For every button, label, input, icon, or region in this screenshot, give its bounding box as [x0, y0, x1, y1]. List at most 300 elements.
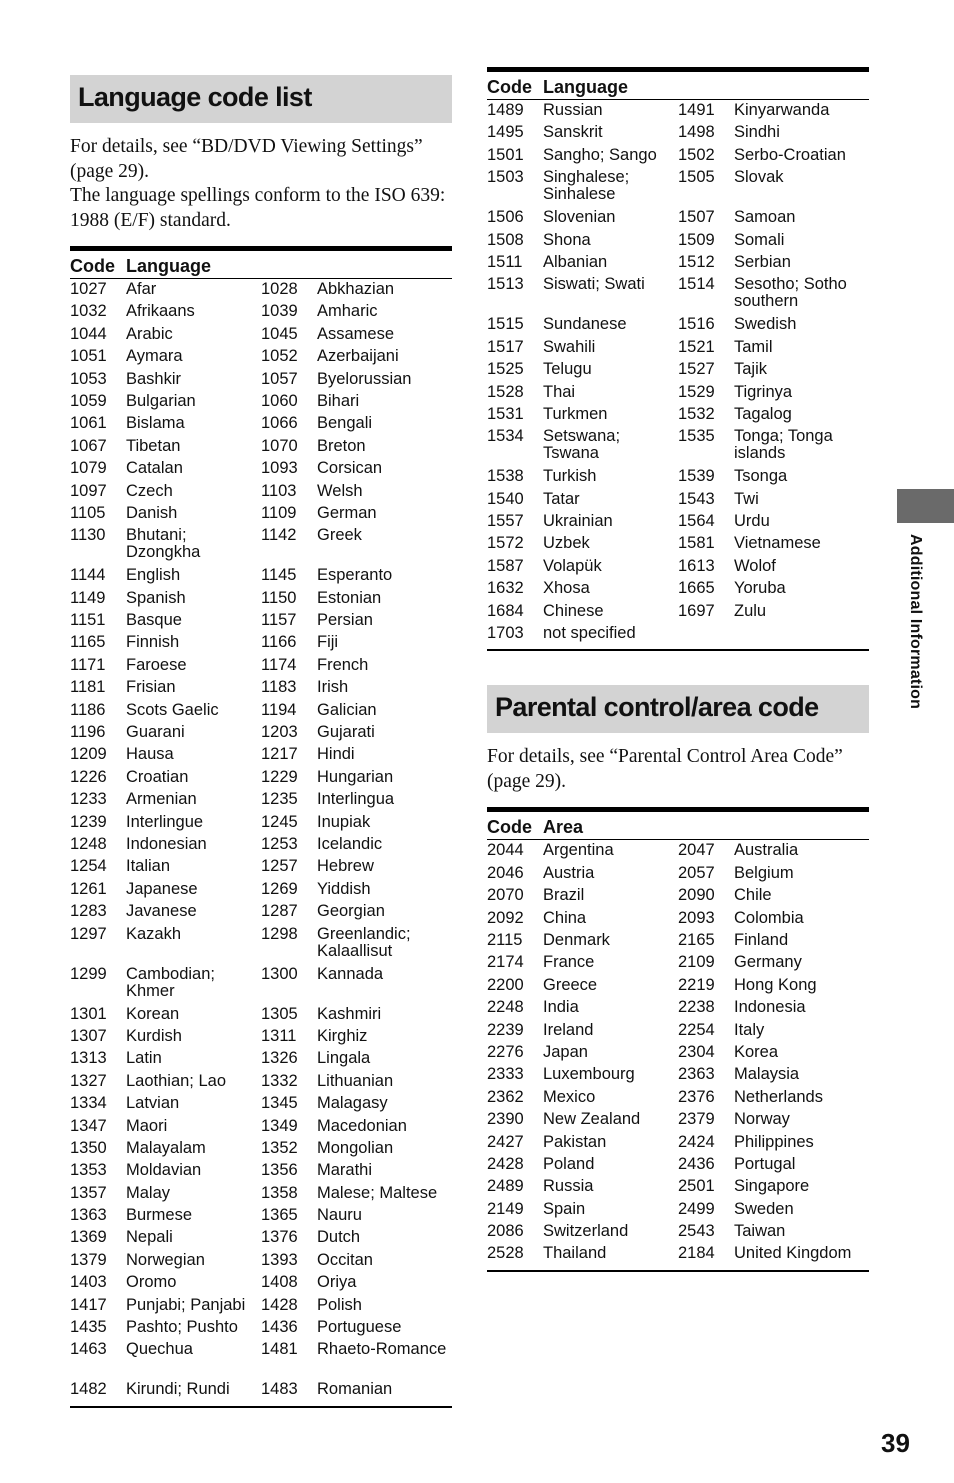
- name-cell: Lingala: [317, 1049, 371, 1068]
- name-cell: Abkhazian: [317, 280, 395, 298]
- name-cell: Sangho; Sango: [543, 145, 657, 164]
- name-cell: French: [317, 655, 369, 674]
- language-intro: [70, 135, 452, 233]
- table-row: [487, 603, 869, 625]
- table-row: [487, 209, 869, 231]
- table-row: [487, 428, 869, 468]
- code-cell: 1039: [261, 302, 298, 321]
- name-cell: Hausa: [126, 745, 174, 764]
- name-cell: Armenian: [126, 790, 197, 809]
- table-row: [70, 769, 452, 791]
- code-cell: 1529: [678, 382, 715, 401]
- name-cell: China: [543, 908, 587, 927]
- name-cell: Tamil: [734, 337, 773, 356]
- code-cell: 1353: [70, 1161, 107, 1180]
- code-cell: 1509: [678, 230, 715, 249]
- language-code-table-left: [70, 246, 452, 1408]
- area-code-table: [487, 807, 869, 1271]
- name-cell: Taiwan: [734, 1222, 786, 1241]
- name-cell: Hong Kong: [734, 975, 817, 994]
- name-cell: India: [543, 998, 579, 1017]
- name-cell: Byelorussian: [317, 369, 412, 388]
- name-cell: Hebrew: [317, 857, 374, 876]
- code-cell: 1257: [261, 857, 298, 876]
- name-cell: Bashkir: [126, 369, 182, 388]
- table-row: [70, 460, 452, 482]
- table-row: [70, 483, 452, 505]
- code-cell: 1070: [261, 436, 298, 455]
- header-language: Language: [543, 70, 869, 100]
- code-cell: 1531: [487, 404, 524, 423]
- name-cell: Greenlandic; Kalaallisut: [317, 924, 411, 960]
- code-cell: 1528: [487, 382, 524, 401]
- name-cell: Slovenian: [543, 208, 616, 227]
- code-cell: 2238: [678, 998, 715, 1017]
- code-cell: 1516: [678, 315, 715, 334]
- name-cell: Estonian: [317, 588, 382, 607]
- name-cell: Japan: [543, 1042, 588, 1061]
- code-cell: 1572: [487, 534, 524, 553]
- code-cell: 1181: [70, 678, 106, 697]
- code-cell: 2362: [487, 1087, 524, 1106]
- code-cell: 1261: [70, 879, 107, 898]
- table-row: [487, 910, 869, 932]
- code-cell: 1194: [261, 700, 297, 719]
- name-cell: Welsh: [317, 481, 363, 500]
- code-cell: 1287: [261, 902, 298, 921]
- name-cell: Breton: [317, 436, 366, 455]
- table-row: [70, 303, 452, 325]
- code-cell: 1044: [70, 324, 107, 343]
- name-cell: Slovak: [734, 168, 784, 187]
- code-cell: 1376: [261, 1228, 298, 1247]
- name-cell: Malayalam: [126, 1138, 206, 1157]
- name-cell: Turkmen: [543, 404, 608, 423]
- code-cell: 1436: [261, 1318, 298, 1337]
- name-cell: Afrikaans: [126, 302, 195, 321]
- code-cell: 1307: [70, 1026, 107, 1045]
- code-cell: 1149: [70, 588, 106, 607]
- code-cell: 1045: [261, 324, 298, 343]
- name-cell: Macedonian: [317, 1116, 407, 1135]
- name-cell: New Zealand: [543, 1110, 641, 1129]
- code-cell: 1543: [678, 489, 715, 508]
- table-row: [487, 1134, 869, 1156]
- code-cell: 1229: [261, 767, 298, 786]
- table-row: [487, 1223, 869, 1245]
- code-cell: 1097: [70, 481, 107, 500]
- code-cell: 1298: [261, 924, 298, 943]
- name-cell: Bihari: [317, 391, 360, 410]
- name-cell: Spain: [543, 1199, 586, 1218]
- code-cell: 1539: [678, 467, 715, 486]
- name-cell: Oriya: [317, 1273, 357, 1292]
- name-cell: Kinyarwanda: [734, 101, 830, 119]
- code-cell: 2200: [487, 975, 524, 994]
- name-cell: Singhalese; Sinhalese: [543, 168, 630, 204]
- code-cell: 1217: [261, 745, 298, 764]
- code-cell: 1349: [261, 1116, 298, 1135]
- code-cell: 1512: [678, 252, 715, 271]
- code-cell: 1515: [487, 315, 524, 334]
- name-cell: Tatar: [543, 489, 580, 508]
- header-code: Code: [487, 70, 543, 100]
- name-cell: Kannada: [317, 964, 384, 983]
- code-cell: 1564: [678, 512, 715, 531]
- code-cell: 1489: [487, 101, 524, 119]
- name-cell: Uzbek: [543, 534, 590, 553]
- table-row: [70, 1297, 452, 1319]
- code-cell: 1297: [70, 924, 107, 943]
- name-cell: Mexico: [543, 1087, 596, 1106]
- table-row: [70, 1229, 452, 1251]
- name-cell: Nepali: [126, 1228, 173, 1247]
- table-row: [487, 468, 869, 490]
- name-cell: Tonga; Tonga islands: [734, 427, 833, 463]
- code-cell: 1151: [70, 611, 106, 630]
- code-cell: 2115: [487, 930, 523, 949]
- code-cell: 1067: [70, 436, 107, 455]
- name-cell: Denmark: [543, 930, 610, 949]
- code-cell: 1684: [487, 601, 524, 620]
- table-row: [487, 535, 869, 557]
- name-cell: Sindhi: [734, 123, 780, 142]
- name-cell: Assamese: [317, 324, 395, 343]
- name-cell: Polish: [317, 1295, 362, 1314]
- name-cell: Bhutani; Dzongkha: [126, 526, 201, 562]
- code-cell: 1613: [678, 556, 715, 575]
- code-cell: 1393: [261, 1250, 298, 1269]
- name-cell: Swahili: [543, 337, 596, 356]
- name-cell: Hungarian: [317, 767, 394, 786]
- name-cell: Philippines: [734, 1132, 814, 1151]
- table-row: [70, 1028, 452, 1050]
- table-row: [487, 316, 869, 338]
- code-cell: 1233: [70, 790, 107, 809]
- table-row: [70, 724, 452, 746]
- code-cell: 1521: [678, 337, 715, 356]
- table-row: [70, 1319, 452, 1341]
- name-cell: Belgium: [734, 863, 794, 882]
- code-cell: 1130: [70, 526, 106, 545]
- code-cell: 1248: [70, 834, 107, 853]
- code-cell: 2489: [487, 1177, 524, 1196]
- code-cell: 1417: [70, 1295, 107, 1314]
- code-cell: 2424: [678, 1132, 715, 1151]
- name-cell: Irish: [317, 678, 349, 697]
- code-cell: 1142: [261, 526, 297, 545]
- code-cell: 1334: [70, 1094, 107, 1113]
- name-cell: Sesotho; Sotho southern: [734, 275, 847, 311]
- table-header-row: [70, 249, 452, 279]
- table-row: [70, 791, 452, 813]
- code-cell: 2174: [487, 953, 524, 972]
- code-cell: 2427: [487, 1132, 524, 1151]
- table-row: [70, 1341, 452, 1381]
- code-cell: 2499: [678, 1199, 715, 1218]
- header-code: Code: [487, 810, 543, 840]
- code-cell: 2528: [487, 1245, 543, 1270]
- name-cell: Icelandic: [317, 834, 383, 853]
- code-cell: 1283: [70, 902, 107, 921]
- code-cell: 2239: [487, 1020, 524, 1039]
- table-row: [70, 1185, 452, 1207]
- code-cell: 1347: [70, 1116, 107, 1135]
- name-cell: Malay: [126, 1183, 171, 1202]
- code-cell: 1253: [261, 834, 298, 853]
- table-row: [487, 406, 869, 428]
- code-cell: 1345: [261, 1094, 298, 1113]
- name-cell: Indonesia: [734, 998, 806, 1017]
- code-cell: 1503: [487, 168, 524, 187]
- code-cell: 1502: [678, 145, 715, 164]
- code-cell: 1032: [70, 302, 107, 321]
- code-cell: 1703: [487, 625, 543, 650]
- code-cell: 1356: [261, 1161, 298, 1180]
- code-cell: 1513: [487, 275, 524, 294]
- name-cell: Argentina: [543, 841, 614, 860]
- name-cell: Greece: [543, 975, 598, 994]
- section-tab-marker: [897, 489, 954, 523]
- name-cell: Yiddish: [317, 879, 371, 898]
- code-cell: 2093: [678, 908, 715, 927]
- code-cell: 1505: [678, 168, 715, 187]
- table-row: [70, 1207, 452, 1229]
- name-cell: Catalan: [126, 459, 183, 478]
- table-row: [487, 1022, 869, 1044]
- table-row: [487, 384, 869, 406]
- code-cell: 1226: [70, 767, 107, 786]
- code-cell: 2044: [487, 841, 524, 860]
- code-cell: 1105: [70, 503, 106, 522]
- code-cell: 1028: [261, 280, 298, 298]
- name-cell: Gujarati: [317, 723, 375, 742]
- table-row: [70, 415, 452, 437]
- name-cell: Sweden: [734, 1199, 794, 1218]
- code-cell: 1482: [70, 1381, 126, 1406]
- code-cell: 1299: [70, 964, 107, 983]
- name-cell: Colombia: [734, 908, 804, 927]
- code-cell: 1357: [70, 1183, 107, 1202]
- name-cell: Wolof: [734, 556, 776, 575]
- table-row: [70, 326, 452, 348]
- code-cell: 1053: [70, 369, 107, 388]
- code-cell: 2390: [487, 1110, 524, 1129]
- name-cell: Serbo-Croatian: [734, 145, 846, 164]
- name-cell: Volapük: [543, 556, 602, 575]
- code-cell: 2501: [678, 1177, 715, 1196]
- code-cell: 1157: [261, 611, 297, 630]
- name-cell: Tagalog: [734, 404, 792, 423]
- table-row: [70, 1381, 452, 1406]
- table-row: [487, 1044, 869, 1066]
- name-cell: Switzerland: [543, 1222, 629, 1241]
- name-cell: Corsican: [317, 459, 383, 478]
- name-cell: Greek: [317, 526, 362, 545]
- name-cell: Zulu: [734, 601, 767, 620]
- name-cell: Kurdish: [126, 1026, 182, 1045]
- name-cell: Scots Gaelic: [126, 700, 219, 719]
- name-cell: Australia: [734, 841, 799, 860]
- name-cell: Setswana; Tswana: [543, 427, 621, 463]
- table-row: [70, 393, 452, 415]
- name-cell: Finnish: [126, 633, 180, 652]
- name-cell: Yoruba: [734, 579, 786, 598]
- code-cell: 1379: [70, 1250, 107, 1269]
- code-cell: 1525: [487, 360, 524, 379]
- code-cell: 1403: [70, 1273, 107, 1292]
- code-cell: 1507: [678, 208, 715, 227]
- table-row: [70, 505, 452, 527]
- parental-intro: For details, see “Parental Control Area Code” (page 29).: [487, 746, 843, 792]
- code-cell: 1534: [487, 427, 524, 446]
- name-cell: Lithuanian: [317, 1071, 394, 1090]
- code-cell: 1508: [487, 230, 524, 249]
- name-cell: Bislama: [126, 414, 185, 433]
- code-cell: 1517: [487, 337, 524, 356]
- language-code-list-title: Language code list: [70, 75, 452, 123]
- name-cell: Amharic: [317, 302, 378, 321]
- header-code: Code: [70, 249, 126, 279]
- name-cell: Twi: [734, 489, 759, 508]
- name-cell: Ukrainian: [543, 512, 613, 531]
- language-intro-details: For details, see “BD/DVD Viewing Settings” (page 29).: [70, 136, 423, 182]
- name-cell: Serbian: [734, 252, 791, 271]
- name-cell: Aymara: [126, 347, 183, 366]
- code-cell: 2248: [487, 998, 524, 1017]
- name-cell: Georgian: [317, 902, 385, 921]
- code-cell: 1051: [70, 347, 107, 366]
- code-cell: 1511: [487, 252, 523, 271]
- name-cell: Occitan: [317, 1250, 373, 1269]
- code-cell: 2090: [678, 886, 715, 905]
- name-cell: Malagasy: [317, 1094, 388, 1113]
- code-cell: 1540: [487, 489, 524, 508]
- name-cell: Russia: [543, 1177, 594, 1196]
- name-cell: Chinese: [543, 601, 604, 620]
- name-cell: Tigrinya: [734, 382, 793, 401]
- name-cell: Portuguese: [317, 1318, 402, 1337]
- page-number: 39: [881, 1428, 910, 1458]
- name-cell: Italian: [126, 857, 171, 876]
- name-cell: Quechua: [126, 1340, 193, 1359]
- table-row: [487, 580, 869, 602]
- name-cell: Javanese: [126, 902, 197, 921]
- name-cell: Punjabi; Panjabi: [126, 1295, 246, 1314]
- name-cell: Albanian: [543, 252, 608, 271]
- table-row: [487, 1178, 869, 1200]
- table-row: [70, 1095, 452, 1117]
- table-row: [487, 232, 869, 254]
- language-code-table-right: [487, 67, 869, 651]
- name-cell: Dutch: [317, 1228, 361, 1247]
- table-row: [487, 491, 869, 513]
- name-cell: Latvian: [126, 1094, 180, 1113]
- code-cell: 1144: [70, 566, 106, 585]
- code-cell: 2070: [487, 886, 524, 905]
- name-cell: Austria: [543, 863, 595, 882]
- name-cell: Swedish: [734, 315, 797, 334]
- name-cell: Thai: [543, 382, 576, 401]
- code-cell: 2543: [678, 1222, 715, 1241]
- table-row: [70, 881, 452, 903]
- name-cell: Romanian: [317, 1381, 452, 1406]
- name-cell: Kashmiri: [317, 1004, 382, 1023]
- code-cell: 1587: [487, 556, 524, 575]
- code-cell: 1665: [678, 579, 715, 598]
- code-cell: 2436: [678, 1154, 715, 1173]
- name-cell: Azerbaijani: [317, 347, 399, 366]
- table-header-row: [487, 810, 869, 840]
- code-cell: 1093: [261, 459, 298, 478]
- name-cell: Marathi: [317, 1161, 373, 1180]
- name-cell: Norway: [734, 1110, 790, 1129]
- code-cell: 1532: [678, 404, 715, 423]
- table-row: [487, 865, 869, 887]
- name-cell: Oromo: [126, 1273, 177, 1292]
- table-row: [487, 1245, 869, 1270]
- code-cell: 1186: [70, 700, 106, 719]
- table-row: [487, 1111, 869, 1133]
- code-cell: 2333: [487, 1065, 524, 1084]
- code-cell: 1183: [261, 678, 297, 697]
- code-cell: 1060: [261, 391, 298, 410]
- code-cell: 2092: [487, 908, 524, 927]
- code-cell: 1269: [261, 879, 298, 898]
- code-cell: 1369: [70, 1228, 107, 1247]
- table-row: [487, 977, 869, 999]
- table-row: [70, 1118, 452, 1140]
- code-cell: 1514: [678, 275, 715, 294]
- table-row: [487, 1201, 869, 1223]
- name-cell: Kirghiz: [317, 1026, 368, 1045]
- table-row: [487, 339, 869, 361]
- name-cell: Shona: [543, 230, 591, 249]
- table-row: [487, 840, 869, 865]
- name-cell: Bulgarian: [126, 391, 196, 410]
- table-row: [70, 702, 452, 724]
- code-cell: 1103: [261, 481, 297, 500]
- code-cell: 1697: [678, 601, 715, 620]
- name-cell: Burmese: [126, 1206, 193, 1225]
- side-section-label: Additional Information: [907, 534, 924, 710]
- table-row: [487, 276, 869, 316]
- code-cell: 1408: [261, 1273, 298, 1292]
- code-cell: 2219: [678, 975, 715, 994]
- name-cell: Portugal: [734, 1154, 796, 1173]
- code-cell: 1174: [261, 655, 297, 674]
- code-cell: 1305: [261, 1004, 298, 1023]
- code-cell: 2428: [487, 1154, 524, 1173]
- code-cell: 1301: [70, 1004, 107, 1023]
- table-row: [70, 1006, 452, 1028]
- name-cell: Finland: [734, 930, 789, 949]
- name-cell: Hindi: [317, 745, 355, 764]
- table-header-row: [487, 70, 869, 100]
- code-cell: 2379: [678, 1110, 715, 1129]
- table-row: [70, 612, 452, 634]
- name-cell: Inupiak: [317, 812, 371, 831]
- name-cell: Somali: [734, 230, 785, 249]
- table-row: [70, 438, 452, 460]
- header-language: Language: [126, 249, 452, 279]
- code-cell: 1027: [70, 280, 107, 298]
- code-cell: 2086: [487, 1222, 524, 1241]
- name-cell: Nauru: [317, 1206, 362, 1225]
- table-row: [487, 887, 869, 909]
- table-row: [487, 361, 869, 383]
- code-cell: 2165: [678, 930, 715, 949]
